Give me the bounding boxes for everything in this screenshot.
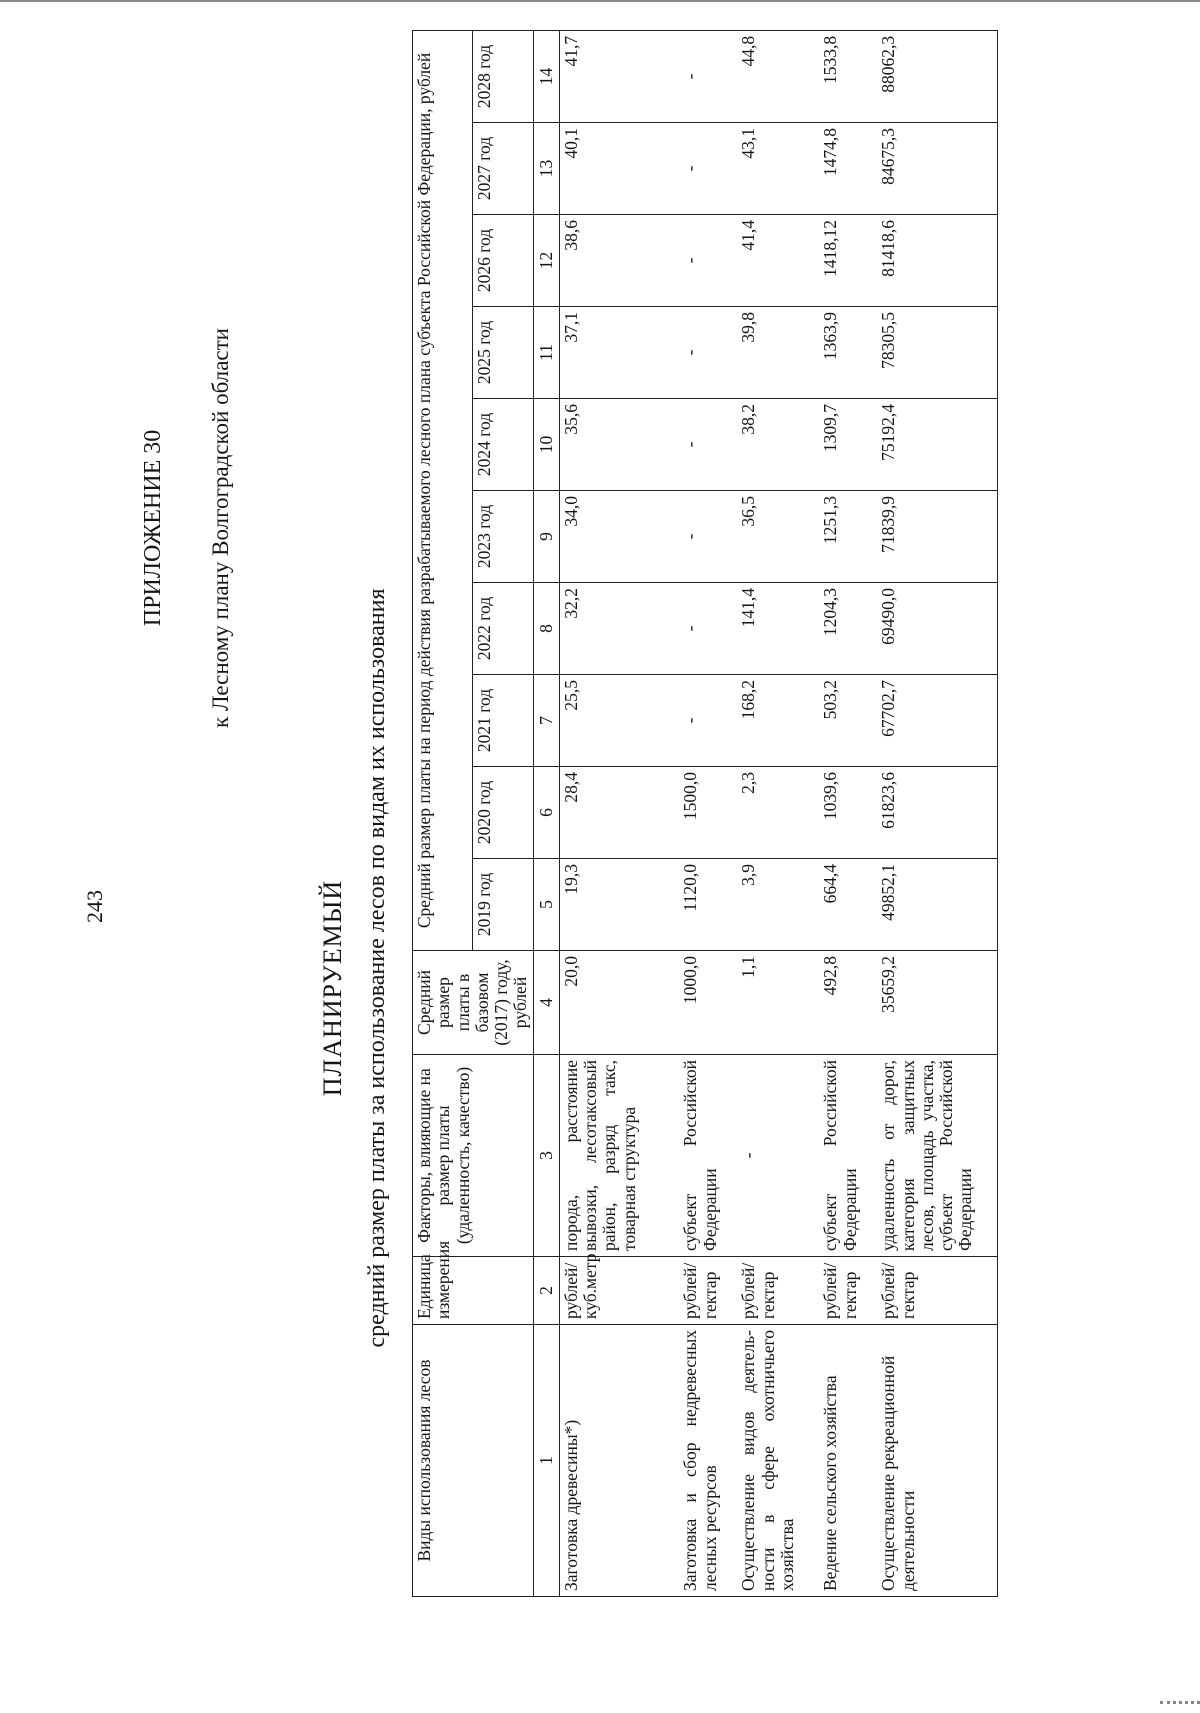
- column-index: 9: [533, 491, 559, 583]
- header-year: 2023 год: [473, 491, 533, 583]
- factors: субъект Российской Федерации: [819, 1055, 877, 1257]
- unit: рублей/ куб.метр: [559, 1257, 679, 1325]
- usage-type: Осуществление рекреационной деятельности: [877, 1325, 997, 1597]
- year-value: 38,6: [559, 215, 679, 307]
- year-value: 81418,6: [877, 215, 997, 307]
- year-value: 168,2: [737, 675, 819, 767]
- header-year: 2024 год: [473, 399, 533, 491]
- header-factors: Факторы, влияющие на размер платы (удаленность, качество): [413, 1055, 534, 1257]
- factors: -: [737, 1055, 819, 1257]
- column-index: 6: [533, 767, 559, 859]
- year-value: -: [679, 123, 737, 215]
- year-value: 34,0: [559, 491, 679, 583]
- year-value: 25,5: [559, 675, 679, 767]
- year-value: 39,8: [737, 307, 819, 399]
- year-value: -: [679, 399, 737, 491]
- year-value: 35,6: [559, 399, 679, 491]
- year-value: -: [679, 675, 737, 767]
- base-fee: 35659,2: [877, 951, 997, 1055]
- usage-type: Заготовка древесины*): [559, 1325, 679, 1597]
- table-row: [679, 30, 737, 1596]
- header-period-group: Средний размер платы на период действия разрабатываемого лесного плана субъекта Российской Федерации, рублей: [413, 30, 473, 950]
- column-index: 10: [533, 399, 559, 491]
- table-row: [559, 30, 679, 1596]
- header-year: 2027 год: [473, 123, 533, 215]
- table-row: [877, 30, 997, 1596]
- year-value: 75192,4: [877, 399, 997, 491]
- year-value: 1251,3: [819, 491, 877, 583]
- year-value: 67702,7: [877, 675, 997, 767]
- year-value: 78305,5: [877, 307, 997, 399]
- header-year: 2020 год: [473, 767, 533, 859]
- header-year: 2019 год: [473, 859, 533, 951]
- usage-type: Осуществление видов деятель-ности в сфере охотничьего хозяйства: [737, 1325, 819, 1597]
- year-value: 1500,0: [679, 767, 737, 859]
- base-fee: 1,1: [737, 951, 819, 1055]
- year-value: 37,1: [559, 307, 679, 399]
- year-value: -: [679, 215, 737, 307]
- header-usage-type: Виды использования лесов: [413, 1325, 534, 1597]
- year-value: 44,8: [737, 30, 819, 122]
- factors: субъект Российской Федерации: [679, 1055, 737, 1257]
- column-index: 11: [533, 307, 559, 399]
- year-value: -: [679, 583, 737, 675]
- year-value: 1039,6: [819, 767, 877, 859]
- document-subheading: средний размер платы за использование лесов по видам их использования: [364, 588, 390, 1348]
- year-value: 3,9: [737, 859, 819, 951]
- year-value: 36,5: [737, 491, 819, 583]
- column-index: 12: [533, 215, 559, 307]
- unit: рублей/ гектар: [737, 1257, 819, 1325]
- year-value: 1533,8: [819, 30, 877, 122]
- base-fee: 492,8: [819, 951, 877, 1055]
- header-year: 2028 год: [473, 30, 533, 122]
- column-index: 7: [533, 675, 559, 767]
- year-value: 41,4: [737, 215, 819, 307]
- base-fee: 20,0: [559, 951, 679, 1055]
- year-value: 1363,9: [819, 307, 877, 399]
- column-index: 8: [533, 583, 559, 675]
- year-value: 2,3: [737, 767, 819, 859]
- header-year: 2022 год: [473, 583, 533, 675]
- year-value: -: [679, 30, 737, 122]
- header-base-fee: Средний размер платы в базовом (2017) году, рублей: [413, 951, 534, 1055]
- year-value: 503,2: [819, 675, 877, 767]
- table-row: [737, 30, 819, 1596]
- factors: удаленность от дорог, категория защитных лесов, площадь участка, субъект Российской Федерации: [877, 1055, 997, 1257]
- year-value: -: [679, 307, 737, 399]
- header-year: 2025 год: [473, 307, 533, 399]
- year-value: 1418,12: [819, 215, 877, 307]
- year-value: 28,4: [559, 767, 679, 859]
- table-row: [819, 30, 877, 1596]
- header-year: 2021 год: [473, 675, 533, 767]
- column-index: 2: [533, 1257, 559, 1325]
- appendix-title: ПРИЛОЖЕНИЕ 30: [140, 429, 166, 627]
- column-index-row: [533, 30, 559, 1596]
- usage-type: Заготовка и сбор недревесных лесных ресурсов: [679, 1325, 737, 1597]
- page-number: 243: [82, 890, 107, 923]
- year-value: 88062,3: [877, 30, 997, 122]
- fee-table: [412, 30, 998, 1597]
- year-value: 1309,7: [819, 399, 877, 491]
- year-value: -: [679, 491, 737, 583]
- column-index: 4: [533, 951, 559, 1055]
- year-value: 1204,3: [819, 583, 877, 675]
- year-value: 38,2: [737, 399, 819, 491]
- column-index: 5: [533, 859, 559, 951]
- column-index: 1: [533, 1325, 559, 1597]
- year-value: 49852,1: [877, 859, 997, 951]
- usage-type: Ведение сельского хозяйства: [819, 1325, 877, 1597]
- year-value: 40,1: [559, 123, 679, 215]
- document-heading: ПЛАНИРУЕМЫЙ: [318, 879, 347, 1097]
- header-unit: Единица измерения: [413, 1257, 534, 1325]
- unit: рублей/ гектар: [819, 1257, 877, 1325]
- year-value: 141,4: [737, 583, 819, 675]
- year-value: 41,7: [559, 30, 679, 122]
- column-index: 3: [533, 1055, 559, 1257]
- column-index: 14: [533, 30, 559, 122]
- year-value: 664,4: [819, 859, 877, 951]
- year-value: 71839,9: [877, 491, 997, 583]
- year-value: 32,2: [559, 583, 679, 675]
- year-value: 84675,3: [877, 123, 997, 215]
- factors: порода, расстояние вывозки, лесотаксовый район, разряд такс, товарная структура: [559, 1055, 679, 1257]
- header-year: 2026 год: [473, 215, 533, 307]
- year-value: 43,1: [737, 123, 819, 215]
- column-index: 13: [533, 123, 559, 215]
- year-value: 69490,0: [877, 583, 997, 675]
- year-value: 1120,0: [679, 859, 737, 951]
- year-value: 1474,8: [819, 123, 877, 215]
- base-fee: 1000,0: [679, 951, 737, 1055]
- unit: рублей/ гектар: [679, 1257, 737, 1325]
- unit: рублей/ гектар: [877, 1257, 997, 1325]
- year-value: 19,3: [559, 859, 679, 951]
- year-value: 61823,6: [877, 767, 997, 859]
- appendix-subtitle: к Лесному плану Волгоградской области: [208, 328, 233, 728]
